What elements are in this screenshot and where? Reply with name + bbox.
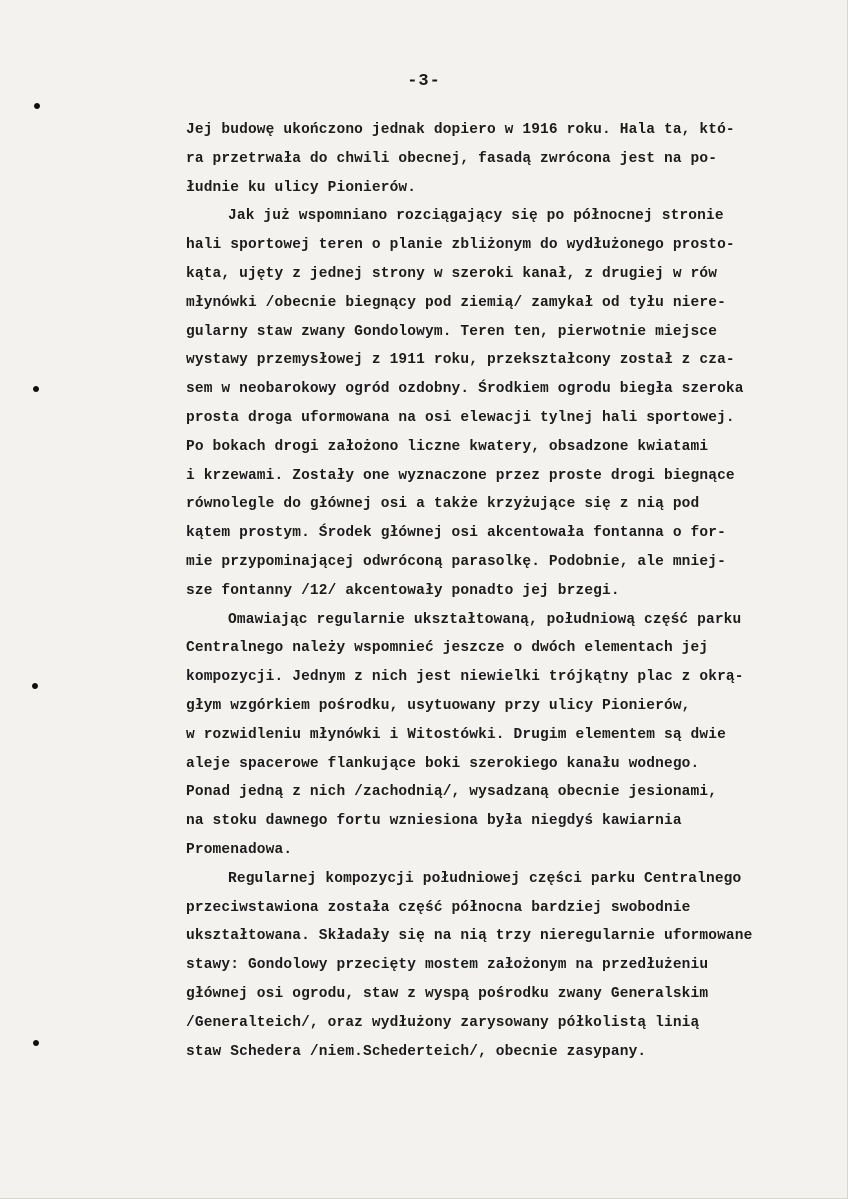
binder-hole-mark: [34, 103, 40, 109]
text-line: gularny staw zwany Gondolowym. Teren ten, pierwotnie miejsce: [186, 323, 718, 340]
page-number: -3-: [407, 72, 441, 91]
text-line: mie przypominającej odwróconą parasolkę. Podobnie, ale mniej-: [186, 553, 726, 570]
text-line: Ponad jedną z nich /zachodnią/, wysadzaną obecnie jesionami,: [186, 784, 718, 801]
text-line: ra przetrwała do chwili obecnej, fasadą zwrócona jest na po-: [186, 150, 718, 167]
text-line: Jak już wspomniano rozciągający się po północnej stronie: [228, 208, 724, 225]
text-line: kątem prostym. Środek głównej osi akcentowała fontanna o for-: [186, 525, 726, 542]
text-line: Regularnej kompozycji południowej części parku Centralnego: [228, 870, 742, 887]
binder-hole-mark: [33, 386, 39, 392]
text-line: głównej osi ogrodu, staw z wyspą pośrodku zwany Generalskim: [186, 985, 709, 1002]
text-line: kompozycji. Jednym z nich jest niewielki trójkątny plac z okrą-: [186, 669, 744, 686]
text-line: wystawy przemysłowej z 1911 roku, przekształcony został z cza-: [186, 352, 735, 369]
text-line: sem w neobarokowy ogród ozdobny. Środkiem ogrodu biegła szeroka: [186, 381, 744, 398]
text-line: Omawiając regularnie ukształtowaną, południową część parku: [228, 611, 742, 628]
text-line: hali sportowej teren o planie zbliżonym do wydłużonego prosto-: [186, 237, 735, 254]
text-line: równolegle do głównej osi a także krzyżujące się z nią pod: [186, 496, 700, 513]
text-line: prosta droga uformowana na osi elewacji tylnej hali sportowej.: [186, 409, 735, 426]
text-line: młynówki /obecnie biegnący pod ziemią/ zamykał od tyłu niere-: [186, 294, 726, 311]
text-line: stawy: Gondolowy przecięty mostem założonym na przedłużeniu: [186, 957, 709, 974]
text-line: w rozwidleniu młynówki i Witostówki. Drugim elementem są dwie: [186, 726, 726, 743]
text-line: /Generalteich/, oraz wydłużony zarysowany półkolistą linią: [186, 1014, 700, 1031]
text-line: głym wzgórkiem pośrodku, usytuowany przy ulicy Pionierów,: [186, 697, 691, 714]
text-line: łudnie ku ulicy Pionierów.: [186, 179, 417, 196]
text-line: ukształtowana. Składały się na nią trzy nieregularnie uformowane: [186, 928, 753, 945]
text-line: i krzewami. Zostały one wyznaczone przez proste drogi biegnące: [186, 467, 735, 484]
document-body: [186, 116, 826, 1066]
text-line: Promenadowa.: [186, 841, 293, 858]
text-line: kąta, ujęty z jednej strony w szeroki kanał, z drugiej w rów: [186, 265, 718, 282]
text-line: staw Schedera /niem.Schederteich/, obecnie zasypany.: [186, 1043, 647, 1060]
text-line: Jej budowę ukończono jednak dopiero w 1916 roku. Hala ta, któ-: [186, 122, 735, 138]
text-line: na stoku dawnego fortu wzniesiona była niegdyś kawiarnia: [186, 813, 682, 830]
binder-hole-mark: [33, 1040, 39, 1046]
binder-hole-mark: [32, 683, 38, 689]
text-line: przeciwstawiona została część północna bardziej swobodnie: [186, 899, 691, 916]
text-line: sze fontanny /12/ akcentowały ponadto jej brzegi.: [186, 582, 620, 599]
text-line: aleje spacerowe flankujące boki szerokiego kanału wodnego.: [186, 755, 700, 772]
text-line: Centralnego należy wspomnieć jeszcze o dwóch elementach jej: [186, 640, 709, 657]
text-line: Po bokach drogi założono liczne kwatery, obsadzone kwiatami: [186, 438, 709, 455]
